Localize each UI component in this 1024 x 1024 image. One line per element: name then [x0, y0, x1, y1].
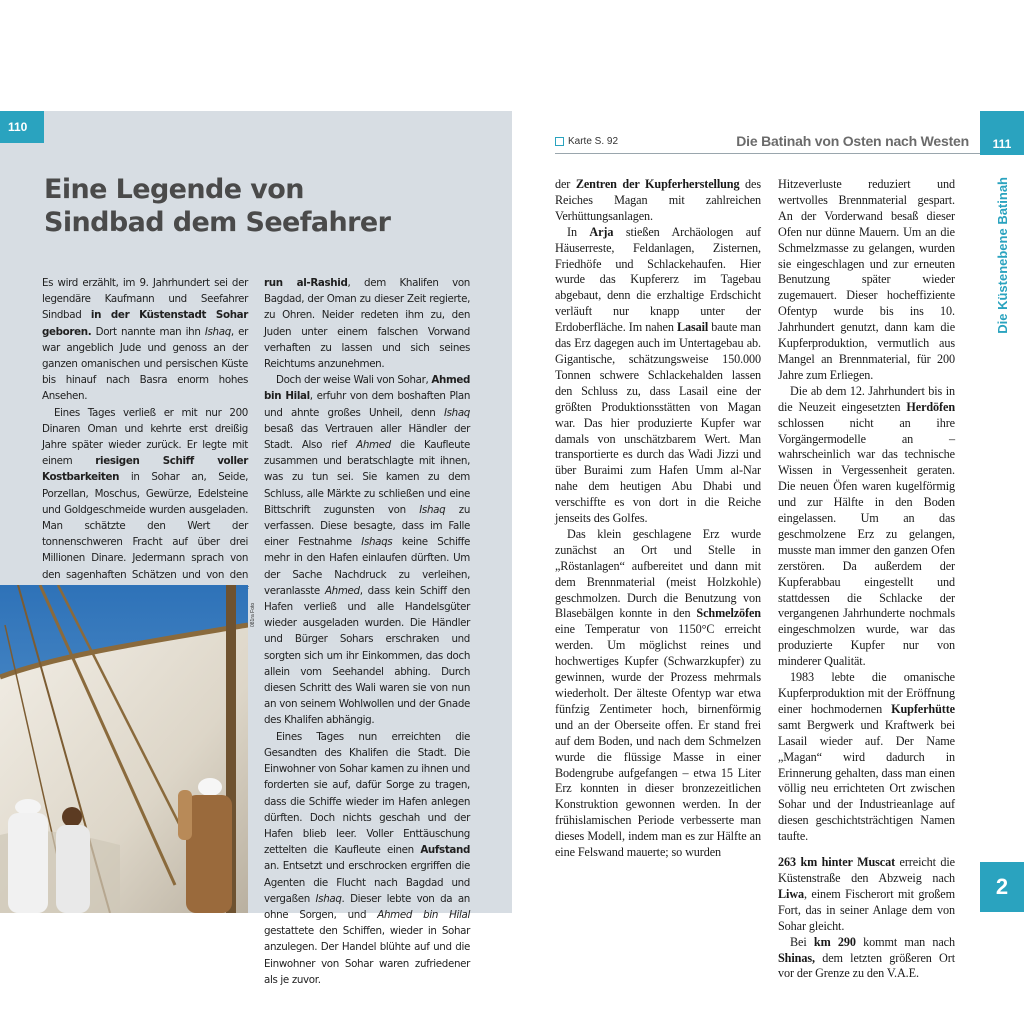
- left-column-2: [264, 275, 470, 988]
- chapter-number-badge: 2: [980, 862, 1024, 912]
- paragraph: Die ab dem 12. Jahrhundert bis in die Neuzeit eingesetzten Herdöfen schlossen nicht an ihre Vorgängermodelle an – wahrscheinlich war das technische Wissen in Vergessenheit geraten. Die neuen Öfen waren kugelförmig und zur Hälfte in den Boden eingelassen. Um an das geschmolzene Erz zu gelangen, musste man immer den ganzen Ofen zerstören. Da außerdem der Kupferabbau eingestellt und stattdessen die Schlacke der vergangenen Jahrhunderte nochmals eingeschmolzen wurde, war das produzierte Kupfer nur von minderer Qualität.: [778, 383, 955, 669]
- paragraph: Bei km 290 kommt man nach Shinas, dem letzten größeren Ort vor der Grenze zu den V.A.E.: [778, 934, 955, 981]
- map-checkbox-icon: [555, 137, 564, 146]
- story-headline: [44, 173, 484, 239]
- right-column-1: [555, 177, 761, 861]
- header-divider: [555, 153, 980, 154]
- paragraph: 263 km hinter Muscat erreicht die Küstenstraße den Abzweig nach Liwa, einem Fischerort mit großem Fort, das in seiner Anlage dem von Sohar gleicht.: [778, 855, 955, 933]
- left-page: [0, 111, 512, 986]
- paragraph: Eines Tages nun erreichten die Gesandten des Khalifen die Stadt. Die Einwohner von Sohar kamen zu ihnen und forderten sie auf, dafür Sorge zu tragen, dass die Schiffe wieder im Hafen anlegen dürften. Doch nichts geschah und der Hafen blieb leer. Voller Enttäuschung zettelten die Kaufleute einen Aufstand an. Entsetzt und erschrocken ergriffen die Agenten die Flucht nach Bagdad und vergaßen Ishaq. Dieser lebte von da an ohne Sorgen, und Ahmed bin Hilal gestattete den Schiffen, wieder in Sohar anzulegen. Der Handel blühte auf und die Einwohner von Sohar waren zufriedener als je zuvor.: [264, 730, 471, 986]
- running-header: [555, 111, 1024, 155]
- paragraph: Es wird erzählt, im 9. Jahrhundert sei der legendäre Kaufmann und Seefahrer Sindbad in der Küstenstadt Sohar geboren. Dort nannte man ihn Ishaq, er war angeblich Jude und genoss an der ganzen omanischen und persischen Küste bis hinauf nach Basra enorm hohes Ansehen.: [42, 277, 249, 403]
- paragraph: run al-Rashid, dem Khalifen von Bagdad, der Oman zu dieser Zeit regierte, zu Ohren. Neider redeten ihm zu, den Juden unter einem falschen Vorwand verhaften zu lassen und sich seines Reichtums anzunehmen.: [264, 277, 470, 371]
- dhow-sail-photo: [0, 585, 248, 913]
- right-column-2: [778, 177, 955, 982]
- section-header-title: Die Batinah von Osten nach Westen: [736, 133, 969, 149]
- paragraph: Eines Tages verließ er mit nur 200 Dinaren Oman und kehrte erst dreißig Jahre später wieder zurück. Er legte mit einem riesigen Schiff voller Kostbarkeiten in Sohar an, Seide, Porzellan, Moschus, Gewürze, Edelsteine und Goldgeschmeide wurden ausgeladen. Man schätzte den Wert der tonnenschweren Fracht auf über drei Millionen Dinare. Jedermann sprach von den sagenhaften Schätzen und von den: [42, 406, 248, 581]
- page-number-right: 111: [980, 111, 1024, 155]
- page-number-left: 110: [0, 111, 44, 143]
- paragraph: 1983 lebte die omanische Kupferproduktion mit der Eröffnung einer hochmodernen Kupferhütte samt Bergwerk und Kraftwerk bei Lasail wieder auf. Der Name „Magan“ wird dadurch in Erinnerung gehalten, dass man einen völlig neu errichteten Ort zwischen Sohar und der Industrieanlage auf diesen geschichtsträchtigen Namen taufte.: [778, 670, 955, 844]
- paragraph: Das klein geschlagene Erz wurde zunächst an Ort und Stelle in „Röstanlagen“ aufbereitet und dann mit dem Brennmaterial (meist Holzkohle) geschmolzen. Durch die Benutzung von Blasebälgen konnte in den Schmelzöfen eine Temperatur von 1150°C erreicht werden. Um möglichst reines und hochwertiges Kupfer (Schwarzkupfer) zu gewinnen, wurde der Prozess mehrmals wiederholt. Der älteste Ofentyp war etwa fünfzig Zentimeter hoch, birnenförmig und an der Oberseite offen. Er stand frei auf dem Boden, und nach dem Schmelzen wurde die flüssige Masse in einer Bodengrube aufgefangen – etwa 15 Liter Erz konnten in dieser bronzezeitlichen Konstruktion gewonnen werden. In der frühislamischen Periode verbesserte man dieses Modell, indem man es zur Hälfte an eine Felswand mauerte; so wurden: [555, 526, 761, 860]
- paragraph: In Arja stießen Archäologen auf Häuserreste, Feldanlagen, Zisternen, Friedhöfe und Schlackehaufen. Hier wurde das Kupfererz im Tagebau abgebaut, denn die erzhaltige Erdschicht verläuft nur knapp unter der Erdoberfläche. Im nahen Lasail baute man das Erz dagegen auch im Untertagebau ab. Gigantische, schätzungsweise 150.000 Tonnen schwere Schlackehalden lassen den Schluss zu, dass Lasail eine der größten Produktionsstätten von Magan war. Das hier produzierte Kupfer war damals von unschätzbarem Wert. Man transportierte es durch das Wadi Jizzi und über Buraimi zum Hafen Umm al-Nar nahe dem heutigen Abu Dhabi und verschiffte es von dort in die Reiche jenseits des Golfes.: [555, 224, 762, 526]
- paragraph: der Zentren der Kupferherstellung des Reiches Magan mit zahlreichen Verhüttungsanlagen.: [555, 177, 761, 223]
- map-reference-text: Karte S. 92: [568, 136, 619, 147]
- paragraph: Hitzeverluste reduziert und wertvolles Brennmaterial gespart. An der Vorderwand besaß dieser Ofen nur dünne Mauern. Um an die Schmelzmasse zu gelangen, wurden sie eingeschlagen und zur erneuten Benutzung später wieder zugemauert. Dieser hocheffiziente Ofentyp wurde bis ins 10. Jahrhundert genutzt, dann kam die Kupferproduktion, vermutlich aus Mangel an Brennmaterial, für 200 Jahre zum Erliegen.: [778, 177, 955, 382]
- map-reference: [555, 136, 618, 147]
- paragraph: Doch der weise Wali von Sohar, Ahmed bin Hilal, erfuhr von dem boshaften Plan und ahnte großes Unheil, denn Ishaq besaß das Vertrauen aller Händler der Stadt. Also rief Ahmed die Kaufleute zusammen und beratschlagte mit ihnen, was zu tun sei. Sie kamen zu dem Schluss, alle Märkte zu schließen und eine Bittschrift zugunsten von Ishaq zu verfassen. Diese besagte, dass im Falle einer Festnahme Ishaqs keine Schiffe mehr in den Hafen einlaufen dürften. Um der Sache Nachdruck zu verleihen, veranlasste Ahmed, dass kein Schiff den Hafen verließ und alle Handelsgüter wieder ausgeladen wurden. Die Händler und Bürger Sohars erschraken und sorgten sich um ihr Einkommen, das doch allein vom Seehandel abhing. Durch diesen Schritt des Wali waren sie von nun an von seinem Wohlwollen und der Gnade des Khalifen abhängig.: [264, 374, 471, 727]
- chapter-side-tab: [987, 176, 1017, 334]
- side-tab-label: Die Küstenebene Batinah: [994, 176, 1010, 334]
- photo-credit: 081ra Foto: [250, 602, 256, 627]
- headline-line-1: Eine Legende von: [44, 174, 304, 205]
- headline-line-2: Sindbad dem Seefahrer: [44, 207, 391, 238]
